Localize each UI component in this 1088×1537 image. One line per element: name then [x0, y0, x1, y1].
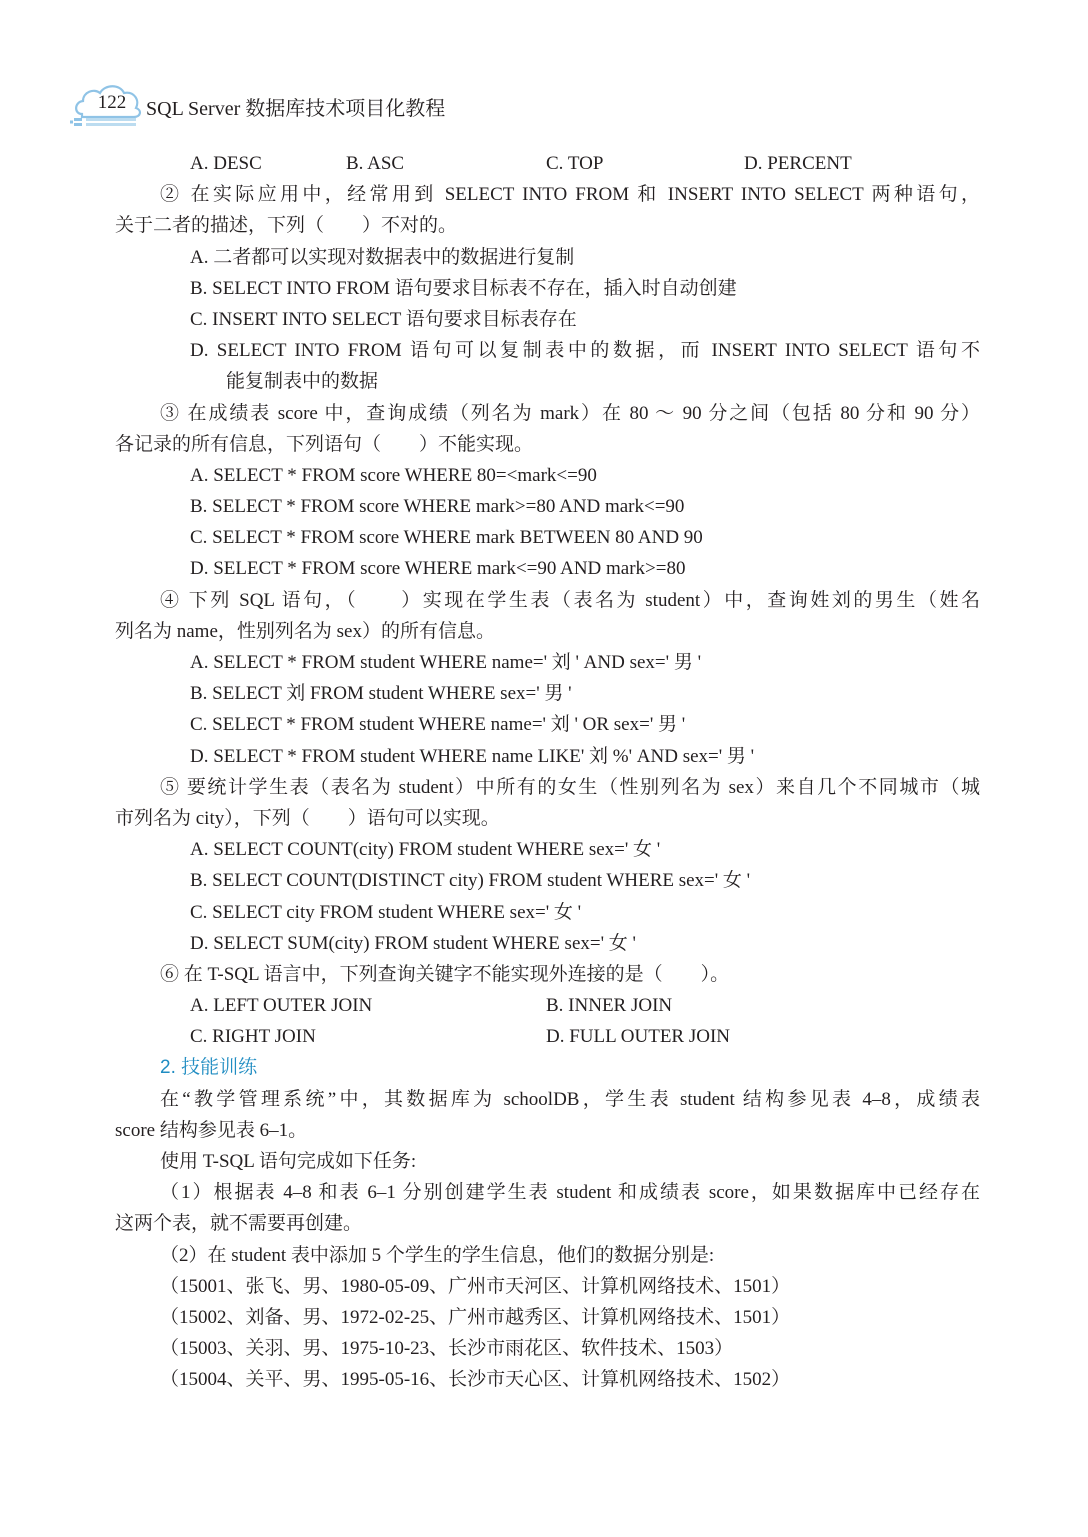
q5-option-b: B. SELECT COUNT(DISTINCT city) FROM student WHERE sex=' 女 '	[190, 870, 751, 892]
q2-option-b: B. SELECT INTO FROM 语句要求目标表不存在，插入时自动创建	[190, 277, 737, 299]
q1-option-c: C. TOP	[546, 153, 604, 174]
section-paragraph-2: 使用 T-SQL 语句完成如下任务:	[160, 1151, 417, 1172]
data-row: （15003、关羽、男、1975-10-23、长沙市雨花区、软件技术、1503）	[160, 1338, 734, 1360]
q3-stem-cont: 各记录的所有信息，下列语句（ ）不能实现。	[115, 433, 534, 455]
q4-option-b: B. SELECT 刘 FROM student WHERE sex=' 男 '	[190, 683, 572, 705]
q6-option-d: D. FULL OUTER JOIN	[546, 1026, 731, 1048]
q6-options-row2	[115, 1021, 980, 1052]
q3-option-d: D. SELECT * FROM score WHERE mark<=90 AND mark>=80	[190, 558, 686, 580]
page-number: 122	[97, 92, 127, 113]
task-1: （1）根据表 4–8 和表 6–1 分别创建学生表 student 和成绩表 score，如果数据库中已经存在	[160, 1182, 980, 1204]
q2-option-d: D. SELECT INTO FROM 语句可以复制表中的数据，而 INSERT INTO SELECT 语句不	[190, 340, 980, 362]
q6-option-a: A. LEFT OUTER JOIN	[190, 995, 373, 1017]
section-paragraph-1: 在“教学管理系统”中，其数据库为 schoolDB，学生表 student 结构参见表 4–8，成绩表	[160, 1088, 980, 1110]
q2-stem-cont: 关于二者的描述，下列（ ）不对的。	[115, 215, 458, 237]
q6-stem: ⑥ 在 T-SQL 语言中，下列查询关键字不能实现外连接的是（ ）。	[160, 963, 730, 985]
page-header	[68, 80, 528, 136]
q6-options-row1	[115, 990, 980, 1021]
q3-option-a: A. SELECT * FROM score WHERE 80=<mark<=90	[190, 464, 597, 486]
q3-option-b: B. SELECT * FROM score WHERE mark>=80 AND mark<=90	[190, 496, 685, 518]
q2-option-a: A. 二者都可以实现对数据表中的数据进行复制	[190, 246, 575, 268]
q1-option-d: D. PERCENT	[744, 153, 852, 174]
running-title: SQL Server 数据库技术项目化教程	[146, 98, 446, 120]
section-heading: 2. 技能训练	[160, 1057, 258, 1079]
q2-option-d-cont: 能复制表中的数据	[226, 371, 379, 393]
q5-option-a: A. SELECT COUNT(city) FROM student WHERE sex=' 女 '	[190, 839, 661, 861]
q1-option-a: A. DESC	[190, 153, 262, 174]
data-row: （15004、关平、男、1995-05-16、长沙市天心区、计算机网络技术、1502）	[160, 1369, 791, 1391]
q2-option-c: C. INSERT INTO SELECT 语句要求目标表存在	[190, 308, 577, 330]
q3-option-c: C. SELECT * FROM score WHERE mark BETWEEN 80 AND 90	[190, 527, 703, 549]
q4-stem-cont: 列名为 name，性别列名为 sex）的所有信息。	[115, 620, 495, 642]
page-body	[115, 148, 980, 1396]
task-1-cont: 这两个表，就不需要再创建。	[115, 1213, 363, 1235]
section-paragraph-1-cont: score 结构参见表 6–1。	[115, 1119, 308, 1141]
q5-stem-cont: 市列名为 city），下列（ ）语句可以实现。	[115, 807, 500, 829]
q1-options	[115, 148, 980, 179]
q6-option-b: B. INNER JOIN	[546, 995, 673, 1017]
q5-stem: ⑤ 要统计学生表（表名为 student）中所有的女生（性别列名为 sex）来自几个不同城市（城	[160, 776, 980, 798]
q4-option-a: A. SELECT * FROM student WHERE name=' 刘 ' AND sex=' 男 '	[190, 652, 701, 673]
q2-stem: ② 在实际应用中，经常用到 SELECT INTO FROM 和 INSERT INTO SELECT 两种语句，	[160, 184, 980, 206]
q1-option-b: B. ASC	[346, 153, 405, 174]
q6-option-c: C. RIGHT JOIN	[190, 1026, 316, 1048]
q4-option-d: D. SELECT * FROM student WHERE name LIKE' 刘 %' AND sex=' 男 '	[190, 745, 755, 767]
q4-stem: ④ 下列 SQL 语句，（ ）实现在学生表（表名为 student）中，查询姓刘的男生（姓名	[160, 589, 980, 611]
q4-option-c: C. SELECT * FROM student WHERE name=' 刘 ' OR sex=' 男 '	[190, 714, 686, 736]
q5-option-c: C. SELECT city FROM student WHERE sex=' 女 '	[190, 901, 582, 923]
data-row: （15002、刘备、男、1972-02-25、广州市越秀区、计算机网络技术、1501）	[160, 1306, 791, 1328]
q3-stem: ③ 在成绩表 score 中，查询成绩（列名为 mark）在 80 ～ 90 分之间（包括 80 分和 90 分）	[160, 402, 980, 424]
task-2: （2）在 student 表中添加 5 个学生的学生信息，他们的数据分别是:	[160, 1244, 715, 1266]
data-row: （15001、张飞、男、1980-05-09、广州市天河区、计算机网络技术、1501）	[160, 1275, 791, 1297]
q5-option-d: D. SELECT SUM(city) FROM student WHERE sex=' 女 '	[190, 932, 636, 954]
